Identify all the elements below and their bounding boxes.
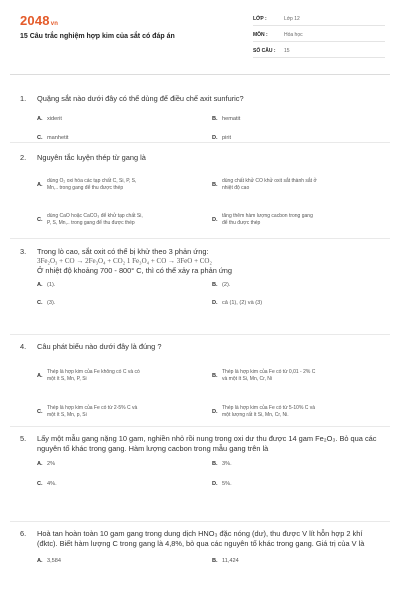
question-6 bbox=[20, 529, 380, 579]
site-logo[interactable]: 2048vn bbox=[20, 13, 59, 28]
question-text: Câu phát biểu nào dưới đây là đúng ? bbox=[37, 342, 162, 351]
question-number: 2. bbox=[20, 153, 27, 162]
document-meta bbox=[253, 13, 385, 61]
question-text: Hoà tan hoàn toàn 10 gam gang trong dung dịch HNO₃ đặc nóng (dư), thu được V lít hỗn hợp 2 khí (đktc). Biết hàm lượng C trong gang là 4,8%, bỏ qua các nguyên tố khác trong gang. Giá trị của V là bbox=[37, 529, 365, 548]
header-divider bbox=[10, 74, 390, 75]
reaction-equation: 3Fe₂O₃ + CO → 2Fe₃O₄ + CO₂ 1 Fe₃O₄ + CO → 3FeO + CO₂ bbox=[37, 257, 212, 265]
question-number: 5. bbox=[20, 434, 27, 443]
question-separator bbox=[10, 142, 390, 143]
option-b[interactable]: B. 3%. bbox=[212, 461, 232, 467]
option-a[interactable]: A. xiderit bbox=[37, 116, 62, 122]
option-b[interactable]: B. 11,424 bbox=[212, 558, 239, 564]
question-text-continued: Ở nhiệt độ khoảng 700 - 800° C, thì có thể xảy ra phản ứng bbox=[37, 266, 233, 275]
meta-count-row bbox=[253, 45, 385, 58]
option-d[interactable]: D. 5%. bbox=[212, 481, 232, 487]
meta-subject-row bbox=[253, 29, 385, 42]
option-b[interactable]: B. hematit bbox=[212, 116, 241, 122]
option-a[interactable]: A. dùng O₂ oxi hóa các tạp chất C, Si, P, S, Mn,.. trong gang để thu được thép bbox=[37, 178, 137, 191]
meta-value: Lớp 12 bbox=[284, 16, 300, 22]
question-number: 6. bbox=[20, 529, 27, 538]
meta-key: SỐ CÂU : bbox=[253, 48, 276, 54]
question-text: Nguyên tắc luyện thép từ gang là bbox=[37, 153, 146, 162]
question-number: 1. bbox=[20, 94, 27, 103]
option-c[interactable]: C. manhetit bbox=[37, 135, 69, 141]
option-a[interactable]: A. Thép là hợp kim của Fe không có C và có một ít S, Mn, P, Si bbox=[37, 369, 140, 382]
option-c[interactable]: C. (3). bbox=[37, 300, 56, 306]
option-c[interactable]: C. dùng CaO hoặc CaCO₃ để khử tạp chất Si, P, S, Mn,.. trong gang để thu được thép bbox=[37, 213, 143, 226]
option-b[interactable]: B. (2). bbox=[212, 282, 231, 288]
question-5 bbox=[20, 434, 380, 494]
option-a[interactable]: A. 2% bbox=[37, 461, 56, 467]
meta-key: LỚP : bbox=[253, 16, 267, 22]
question-2 bbox=[20, 153, 380, 233]
question-3 bbox=[20, 247, 380, 316]
meta-key: MÔN : bbox=[253, 32, 268, 38]
option-c[interactable]: C. 4%. bbox=[37, 481, 57, 487]
question-text: Lấy một mẫu gang nặng 10 gam, nghiền nhỏ rồi nung trong oxi dư thu được 14 gam Fe₂O₃. Bỏ qua các nguyên tố khác trong gang. Hàm lượng cacbon trong mẫu gang trên là bbox=[37, 434, 377, 453]
document-title: 15 Câu trắc nghiệm hợp kim của sắt có đáp án bbox=[20, 33, 175, 40]
option-d[interactable]: D. Thép là hợp kim của Fe có từ 5-10% C và một lượng rất ít Si, Mn, Cr, Ni. bbox=[212, 405, 316, 418]
question-number: 4. bbox=[20, 342, 27, 351]
document-header bbox=[0, 0, 400, 74]
option-a[interactable]: A. 3,584 bbox=[37, 558, 61, 564]
question-separator bbox=[10, 426, 390, 427]
question-text: Trong lò cao, sắt oxit có thể bị khử theo 3 phản ứng: bbox=[37, 247, 209, 256]
question-separator bbox=[10, 521, 390, 522]
meta-value: Hóa học bbox=[284, 32, 303, 38]
option-c[interactable]: C. Thép là hợp kim của Fe có từ 2-5% C và một ít S, Mn, p, Si bbox=[37, 405, 138, 418]
question-separator bbox=[10, 238, 390, 239]
question-1 bbox=[20, 94, 380, 144]
option-b[interactable]: B. dùng chất khử CO khử oxit sắt thành sắt ở nhiệt độ cao bbox=[212, 178, 317, 191]
meta-grade-row bbox=[253, 13, 385, 26]
option-d[interactable]: D. pirit bbox=[212, 135, 232, 141]
meta-value: 15 bbox=[284, 48, 290, 54]
option-a[interactable]: A. (1). bbox=[37, 282, 56, 288]
option-b[interactable]: B. Thép là hợp kim của Fe có từ 0,01 - 2% C và một ít Si, Mn, Cr, Ni bbox=[212, 369, 316, 382]
question-number: 3. bbox=[20, 247, 27, 256]
question-text: Quặng sắt nào dưới đây có thể dùng để điều chế axit sunfuric? bbox=[37, 94, 244, 103]
question-separator bbox=[10, 334, 390, 335]
option-d[interactable]: D. cả (1), (2) và (3) bbox=[212, 300, 263, 306]
option-d[interactable]: D. tăng thêm hàm lượng cacbon trong gang để thu được thép bbox=[212, 213, 313, 226]
question-4 bbox=[20, 342, 380, 422]
